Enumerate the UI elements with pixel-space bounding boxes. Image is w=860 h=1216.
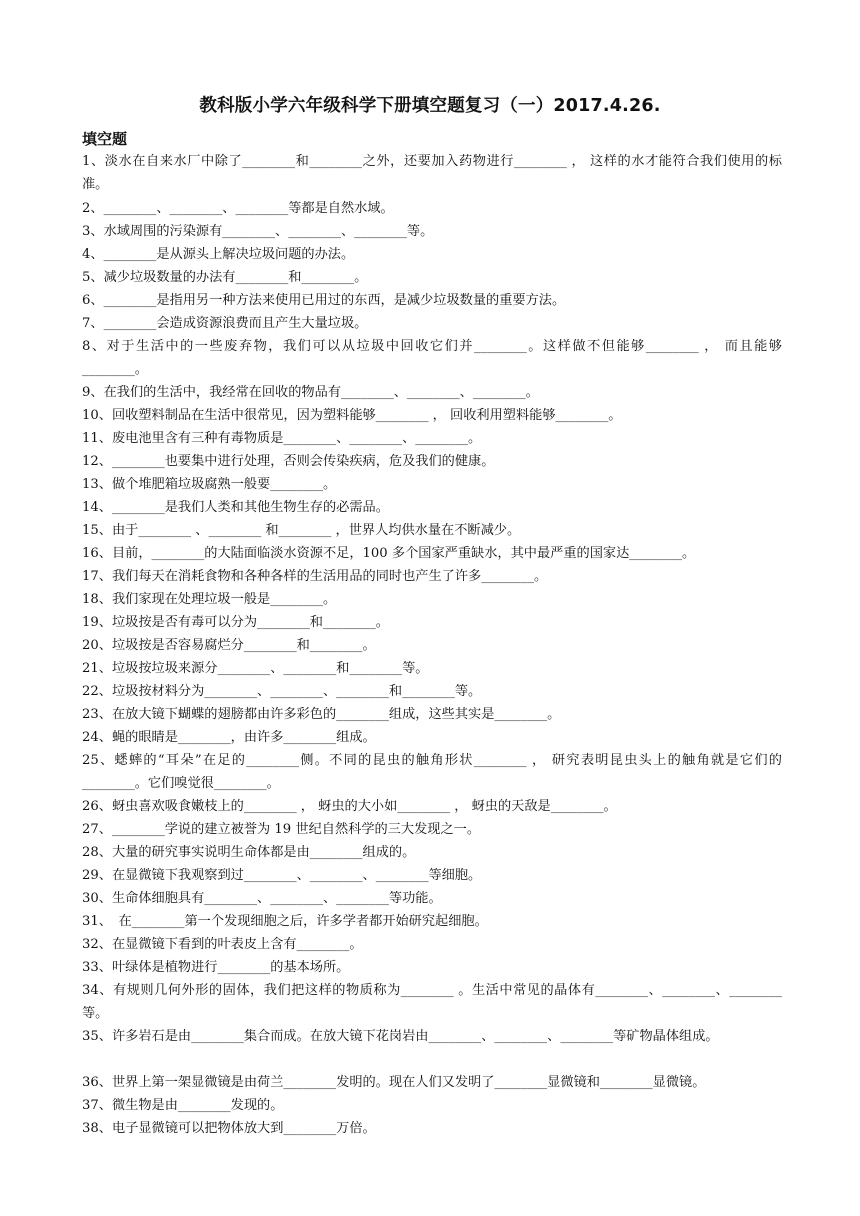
- question-1: 1、淡水在自来水厂中除了________和________之外，还要加入药物进行________ ， 这样的水才能符合我们使用的标准。: [82, 154, 782, 192]
- question-3: 3、水域周围的污染源有________、________、________等。: [82, 224, 434, 239]
- question-11: 11、废电池里含有三种有毒物质是________、________、________。: [82, 431, 482, 446]
- question-19: 19、垃圾按是否有毒可以分为________和________。: [82, 615, 389, 630]
- question-14: 14、________是我们人类和其他生物生存的必需品。: [82, 500, 389, 515]
- question-25: 25、蟋蟀的“耳朵”在足的________侧。不同的昆虫的触角形状________ ， 研究表明昆虫头上的触角就是它们的________。它们嗅觉很________。: [82, 753, 782, 791]
- question-15: 15、由于________ 、________ 和________ ，世界人均供水量在不断减少。: [82, 523, 521, 538]
- question-37: 37、微生物是由________发现的。: [82, 1098, 284, 1113]
- question-18: 18、我们家现在处理垃圾一般是________。: [82, 592, 337, 607]
- question-29: 29、在显微镜下我观察到过________、________、________等细胞。: [82, 868, 482, 883]
- question-35: 35、许多岩石是由________集合而成。在放大镜下花岗岩由________、________、________等矿物晶体组成。: [82, 1029, 719, 1044]
- question-36: 36、世界上第一架显微镜是由荷兰________发明的。现在人们又发明了________显微镜和________显微镜。: [82, 1075, 706, 1090]
- section-heading: 填空题: [82, 130, 128, 148]
- question-23: 23、在放大镜下蝴蝶的翅膀都由许多彩色的________组成，这些其实是________。: [82, 707, 561, 722]
- question-7: 7、________会造成资源浪费而且产生大量垃圾。: [82, 316, 368, 331]
- question-24: 24、蝇的眼睛是________，由许多________组成。: [82, 730, 376, 745]
- question-27: 27、________学说的建立被誉为 19 世纪自然科学的三大发现之一。: [82, 822, 481, 837]
- question-20: 20、垃圾按是否容易腐烂分________和________。: [82, 638, 376, 653]
- question-22: 22、垃圾按材料分为________、________、________和________等。: [82, 684, 482, 699]
- question-38: 38、电子显微镜可以把物体放大到________万倍。: [82, 1121, 376, 1136]
- question-26: 26、蚜虫喜欢吸食嫩枝上的________ ， 蚜虫的大小如________ ， 蚜虫的天敌是________。: [82, 799, 617, 814]
- question-17: 17、我们每天在消耗食物和各种各样的生活用品的同时也产生了许多________。: [82, 569, 548, 584]
- question-13: 13、做个堆肥箱垃圾腐熟一般要________。: [82, 477, 337, 492]
- question-5: 5、减少垃圾数量的办法有________和________。: [82, 270, 368, 285]
- question-12: 12、________也要集中进行处理，否则会传染疾病，危及我们的健康。: [82, 454, 495, 469]
- question-31: 31、 在________第一个发现细胞之后，许多学者都开始研究起细胞。: [82, 914, 488, 929]
- question-34: 34、有规则几何外形的固体，我们把这样的物质称为________ 。生活中常见的晶体有________、________、________等。: [82, 983, 782, 1021]
- question-28: 28、大量的研究事实说明生命体都是由________组成的。: [82, 845, 416, 860]
- question-32: 32、在显微镜下看到的叶表皮上含有________。: [82, 937, 363, 952]
- question-6: 6、________是指用另一种方法来使用已用过的东西，是减少垃圾数量的重要方法。: [82, 293, 566, 308]
- question-8: 8、对于生活中的一些废弃物，我们可以从垃圾中回收它们并________。这样做不但能够________ ， 而且能够________。: [82, 339, 782, 377]
- question-33: 33、叶绿体是植物进行________的基本场所。: [82, 960, 350, 975]
- question-4: 4、________是从源头上解决垃圾问题的办法。: [82, 247, 355, 262]
- question-21: 21、垃圾按垃圾来源分________、________和________等。: [82, 661, 429, 676]
- document-title: 教科版小学六年级科学下册填空题复习（一）2017.4.26.: [199, 96, 661, 116]
- question-10: 10、回收塑料制品在生活中很常见，因为塑料能够________ ， 回收利用塑料能够________。: [82, 408, 622, 423]
- question-2: 2、________、________、________等都是自然水域。: [82, 201, 394, 216]
- question-30: 30、生命体细胞具有________、________、________等功能。: [82, 891, 442, 906]
- question-16: 16、目前，________的大陆面临淡水资源不足，100 多个国家严重缺水，其中最严重的国家达________。: [82, 546, 696, 561]
- question-9: 9、在我们的生活中，我经常在回收的物品有________、________、________。: [82, 385, 539, 400]
